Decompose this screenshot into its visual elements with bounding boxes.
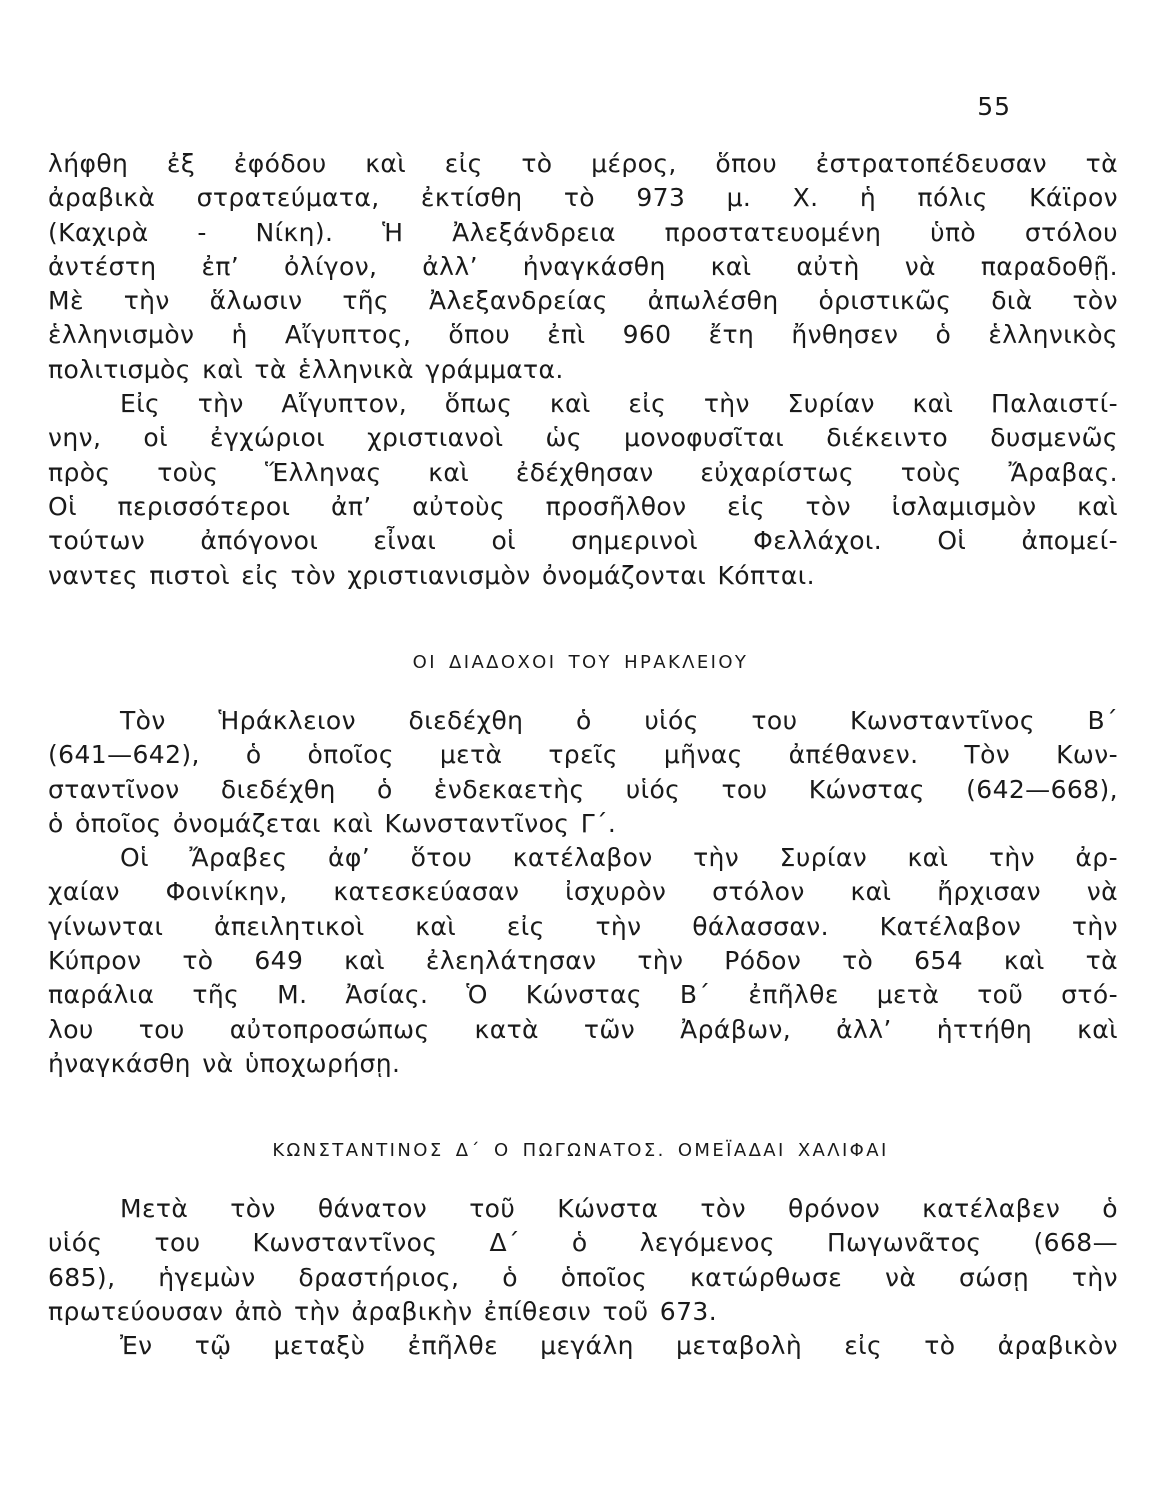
section-heading-successors: ΟΙ ΔΙΑΔΟΧΟΙ ΤΟΥ ΗΡΑΚΛΕΙΟΥ: [412, 652, 749, 673]
text-line: χαίαν Φοινίκην, κατεσκεύασαν ἰσχυρὸν στόλον καὶ ἤρχισαν νὰ: [48, 877, 1118, 907]
text-line: ἀραβικὰ στρατεύματα, ἐκτίσθη τὸ 973 μ. Χ. ἡ πόλις Κάϊρον: [48, 183, 1118, 213]
text-line: παράλια τῆς Μ. Ἀσίας. Ὁ Κώνστας Β΄ ἐπῆλθε μετὰ τοῦ στό-: [48, 980, 1118, 1010]
text-line: υἱός του Κωνσταντῖνος Δ΄ ὁ λεγόμενος Πωγωνᾶτος (668—: [48, 1228, 1118, 1258]
text-line: Εἰς τὴν Αἴγυπτον, ὅπως καὶ εἰς τὴν Συρίαν καὶ Παλαιστί-: [120, 389, 1118, 419]
page-number: 55: [977, 92, 1011, 121]
text-line: Μετὰ τὸν θάνατον τοῦ Κώνστα τὸν θρόνον κατέλαβεν ὁ: [120, 1194, 1118, 1223]
text-line: πολιτισμὸς καὶ τὰ ἑλληνικὰ γράμματα.: [48, 354, 564, 384]
text-line: ναντες πιστοὶ εἰς τὸν χριστιανισμὸν ὀνομάζονται Κόπται.: [48, 560, 815, 590]
text-line: (641—642), ὁ ὁποῖος μετὰ τρεῖς μῆνας ἀπέθανεν. Τὸν Κων-: [48, 740, 1118, 770]
text-line: ἑλληνισμὸν ἡ Αἴγυπτος, ὅπου ἐπὶ 960 ἔτη ἤνθησεν ὁ ἑλληνικὸς: [48, 320, 1118, 350]
text-line: λου του αὐτοπροσώπως κατὰ τῶν Ἀράβων, ἀλλ’ ἡττήθη καὶ: [48, 1014, 1118, 1044]
text-line: λήφθη ἐξ ἐφόδου καὶ εἰς τὸ μέρος, ὅπου ἐστρατοπέδευσαν τὰ: [48, 149, 1118, 178]
text-line: ὁ ὁποῖος ὀνομάζεται καὶ Κωνσταντῖνος Γ΄.: [48, 808, 617, 838]
text-line: Τὸν Ἡράκλειον διεδέχθη ὁ υἱός του Κωνσταντῖνος Β΄: [120, 706, 1118, 735]
paragraph-block-successors: [48, 704, 1118, 1081]
text-line: πρὸς τοὺς Ἕλληνας καὶ ἐδέχθησαν εὐχαρίστως τοὺς Ἄραβας.: [48, 457, 1118, 487]
section-heading-constantine-iv: ΚΩΝΣΤΑΝΤΙΝΟΣ Δ΄ Ο ΠΩΓΩΝΑΤΟΣ. ΟΜΕΪΑΔΑΙ ΧΑΛΙΦΑΙ: [272, 1140, 889, 1161]
text-line: πρωτεύουσαν ἀπὸ τὴν ἀραβικὴν ἐπίθεσιν τοῦ 673.: [48, 1296, 718, 1326]
text-line: (Καχιρὰ - Νίκη). Ἡ Ἀλεξάνδρεια προστατευομένη ὑπὸ στόλου: [48, 217, 1118, 247]
paragraph-block-constantine-iv: [48, 1192, 1118, 1363]
text-line: ἠναγκάσθη νὰ ὑποχωρήσῃ.: [48, 1048, 401, 1078]
text-line: Οἱ Ἄραβες ἀφ’ ὅτου κατέλαβον τὴν Συρίαν καὶ τὴν ἀρ-: [120, 843, 1118, 873]
text-line: 685), ἡγεμὼν δραστήριος, ὁ ὁποῖος κατώρθωσε νὰ σώσῃ τὴν: [48, 1262, 1118, 1292]
text-line: Κύπρον τὸ 649 καὶ ἐλεηλάτησαν τὴν Ρόδον τὸ 654 καὶ τὰ: [48, 946, 1118, 976]
text-line: Ἐν τῷ μεταξὺ ἐπῆλθε μεγάλη μεταβολὴ εἰς τὸ ἀραβικὸν: [120, 1331, 1118, 1361]
text-line: ἀντέστη ἐπ’ ὀλίγον, ἀλλ’ ἠναγκάσθη καὶ αὐτὴ νὰ παραδοθῇ.: [48, 251, 1118, 281]
text-line: γίνωνται ἀπειλητικοὶ καὶ εἰς τὴν θάλασσαν. Κατέλαβον τὴν: [48, 911, 1118, 941]
text-line: Μὲ τὴν ἅλωσιν τῆς Ἀλεξανδρείας ἀπωλέσθη ὁριστικῶς διὰ τὸν: [48, 286, 1118, 316]
text-line: νην, οἱ ἐγχώριοι χριστιανοὶ ὡς μονοφυσῖται διέκειντο δυσμενῶς: [48, 423, 1118, 453]
paragraph-block-egypt: [48, 147, 1118, 593]
text-line: τούτων ἀπόγονοι εἶναι οἱ σημερινοὶ Φελλάχοι. Οἱ ἀπομεί-: [48, 526, 1118, 556]
text-line: Οἱ περισσότεροι ἀπ’ αὐτοὺς προσῆλθον εἰς τὸν ἰσλαμισμὸν καὶ: [48, 491, 1118, 521]
text-line: σταντῖνον διεδέχθη ὁ ἑνδεκαετὴς υἱός του Κώνστας (642—668),: [48, 774, 1118, 804]
